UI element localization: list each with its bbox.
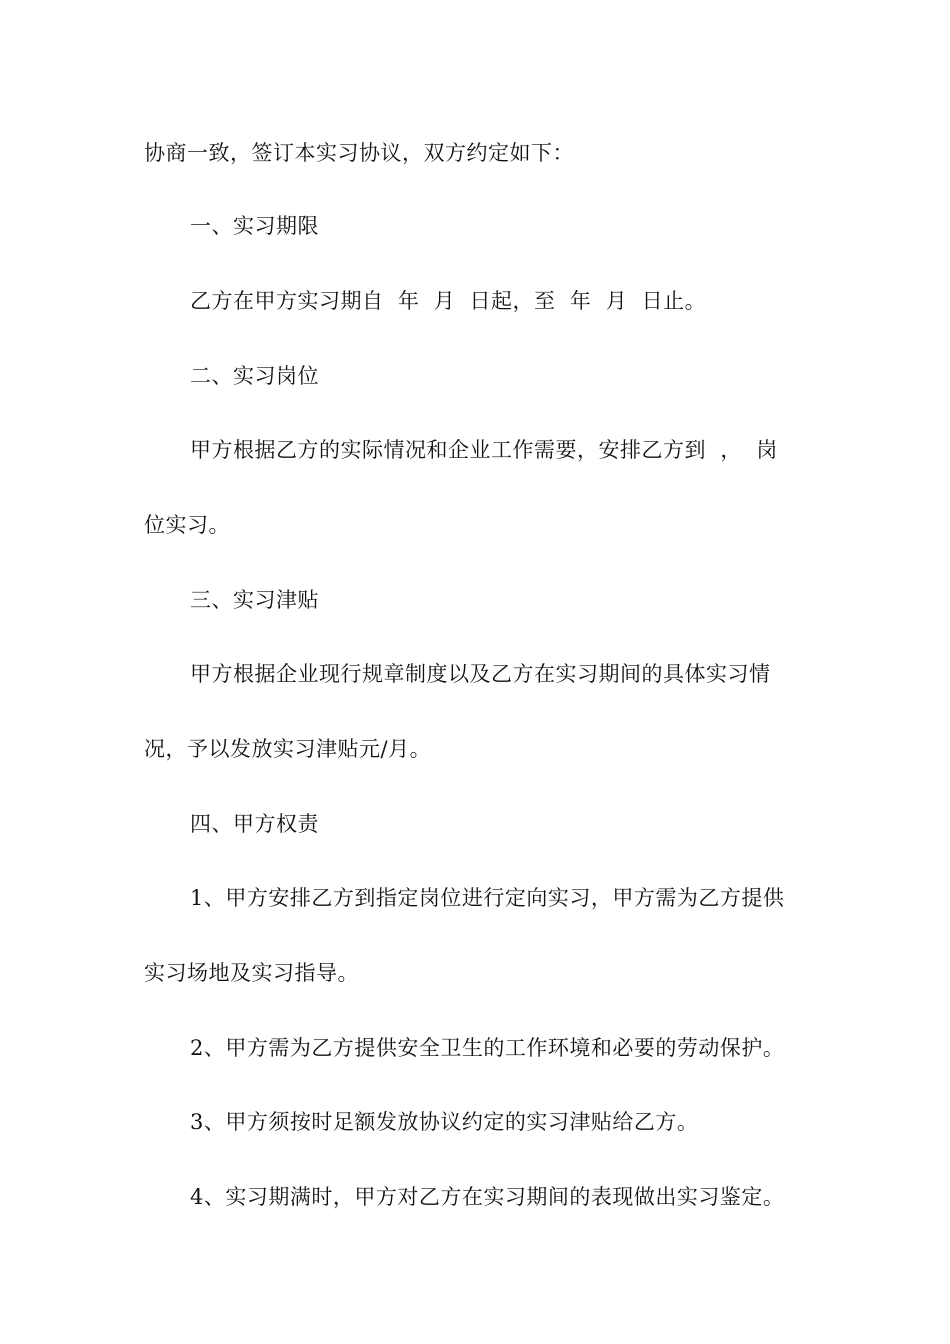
clause-1-cont: 实习场地及实习指导。 bbox=[144, 961, 359, 985]
paragraph-position-cont: 位实习。 bbox=[144, 513, 230, 537]
paragraph-position: 甲方根据乙方的实际情况和企业工作需要，安排乙方到 ， 岗 bbox=[190, 438, 778, 462]
section-heading-term: 一、实习期限 bbox=[190, 214, 319, 238]
section-heading-allowance: 三、实习津贴 bbox=[190, 588, 319, 612]
paragraph-allowance: 甲方根据企业现行规章制度以及乙方在实习期间的具体实习情 bbox=[190, 662, 771, 686]
clause-2: 2、甲方需为乙方提供安全卫生的工作环境和必要的劳动保护。 bbox=[190, 1036, 785, 1060]
section-heading-party-a-duties: 四、甲方权责 bbox=[190, 812, 319, 836]
clause-4: 4、实习期满时，甲方对乙方在实习期间的表现做出实习鉴定。 bbox=[190, 1185, 785, 1209]
clause-3: 3、甲方须按时足额发放协议约定的实习津贴给乙方。 bbox=[190, 1110, 699, 1134]
paragraph-allowance-cont: 况，予以发放实习津贴元/月。 bbox=[144, 737, 432, 761]
clause-1: 1、甲方安排乙方到指定岗位进行定向实习，甲方需为乙方提供 bbox=[190, 886, 785, 910]
section-heading-position: 二、实习岗位 bbox=[190, 364, 319, 388]
paragraph-intro: 协商一致，签订本实习协议，双方约定如下： bbox=[144, 141, 574, 165]
paragraph-term: 乙方在甲方实习期自 年 月 日起，至 年 月 日止。 bbox=[190, 289, 707, 313]
